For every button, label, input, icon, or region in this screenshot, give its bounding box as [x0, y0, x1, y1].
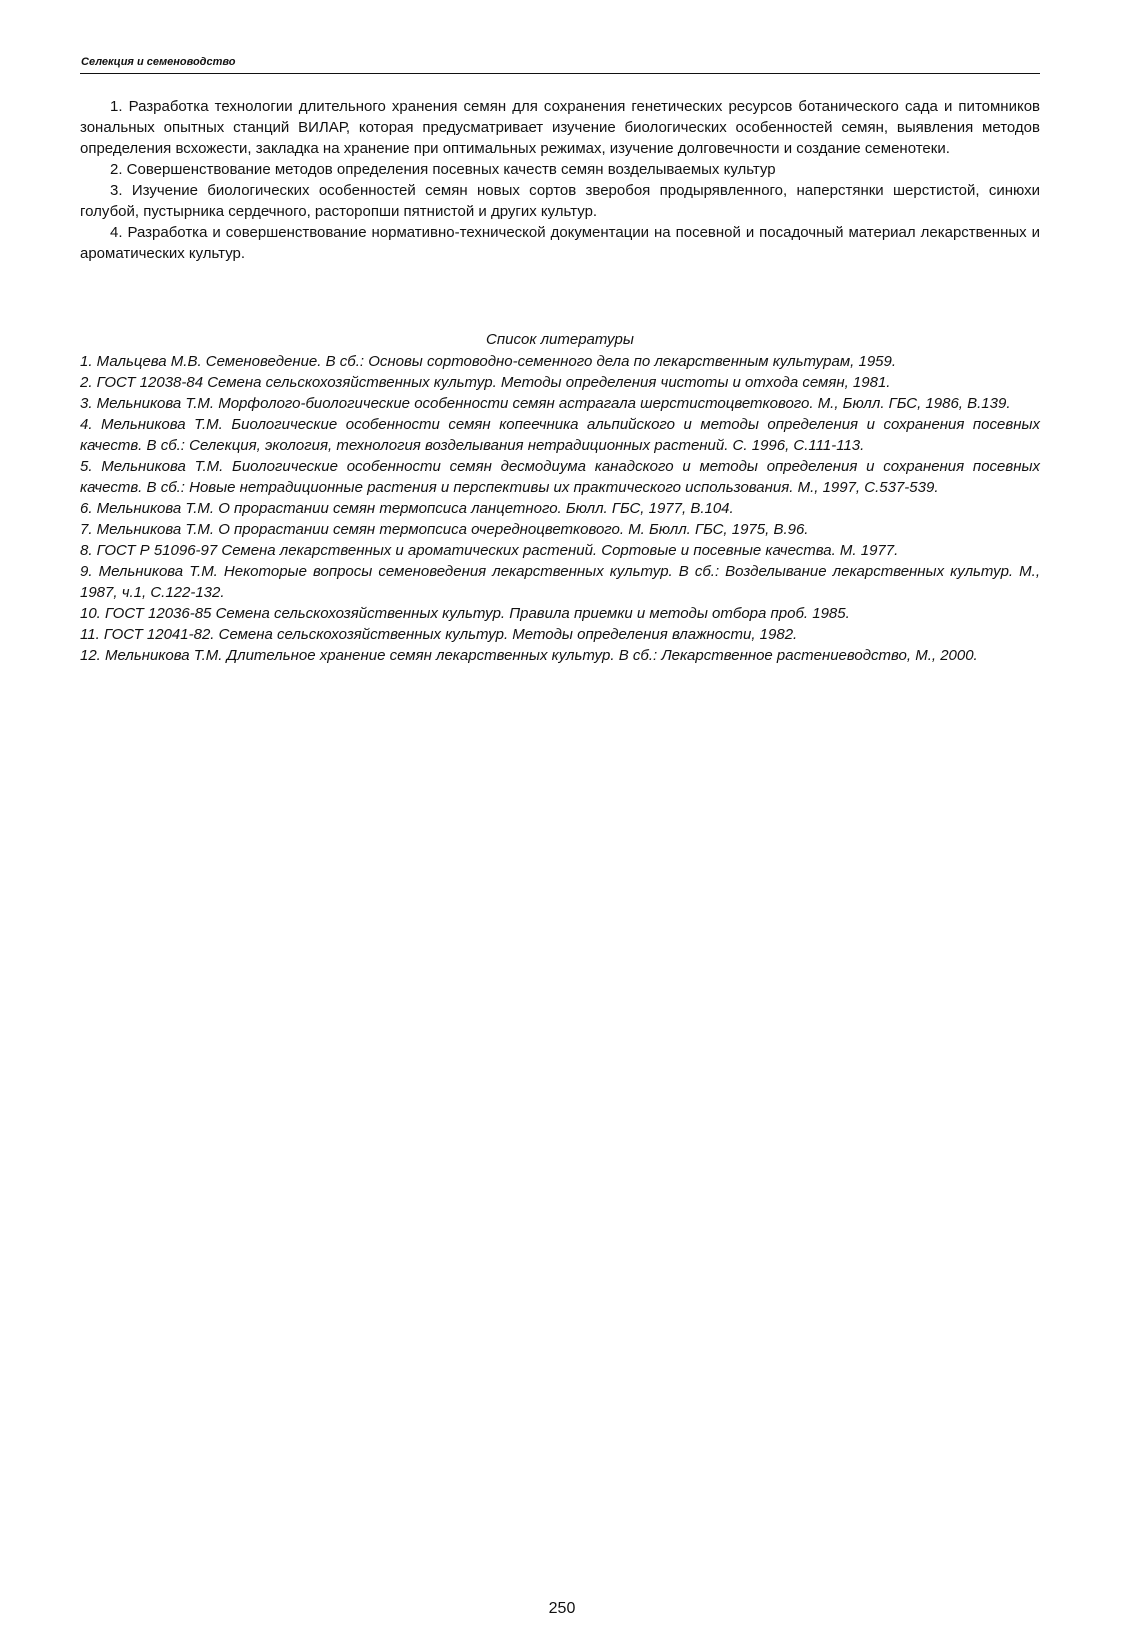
paragraph-3: 3. Изучение биологических особенностей семян новых сортов зверобоя продырявленного, наперстянки шерстистой, синюхи голубой, пустырника сердечного, расторопши пятнистой и других культур.: [80, 182, 1040, 220]
page-number: 250: [548, 1600, 576, 1617]
reference-item: 5. Мельникова Т.М. Биологические особенности семян десмодиума канадского и методы определения и сохранения посевных качеств. В сб.: Новые нетрадиционные растения и перспективы их практического использования. М., 1997, С.537-539.: [80, 458, 1040, 496]
reference-item: 7. Мельникова Т.М. О прорастании семян термопсиса очередноцветкового. М. Бюлл. ГБС, 1975, В.96.: [80, 521, 809, 538]
body-text: [80, 96, 1040, 264]
reference-item: 1. Мальцева М.В. Семеноведение. В сб.: Основы сортоводно-семенного дела по лекарственным культурам, 1959.: [80, 353, 897, 370]
paragraph-4: 4. Разработка и совершенствование нормативно-технической документации на посевной и посадочный материал лекарственных и ароматических культур.: [80, 224, 1040, 262]
reference-item: 4. Мельникова Т.М. Биологические особенности семян копеечника альпийского и методы определения и сохранения посевных качеств. В сб.: Селекция, экология, технология возделывания нетрадиционных растений. С. 1996, С.111-113.: [80, 416, 1040, 454]
references-section: [80, 329, 1040, 666]
reference-item: 8. ГОСТ Р 51096-97 Семена лекарственных и ароматических растений. Сортовые и посевные качества. М. 1977.: [80, 542, 899, 559]
reference-item: 12. Мельникова Т.М. Длительное хранение семян лекарственных культур. В сб.: Лекарственное растениеводство, М., 2000.: [80, 647, 978, 664]
paragraph-2: 2. Совершенствование методов определения посевных качеств семян возделываемых культур: [110, 161, 776, 178]
reference-item: 10. ГОСТ 12036-85 Семена сельскохозяйственных культур. Правила приемки и методы отбора проб. 1985.: [80, 605, 850, 622]
reference-item: 11. ГОСТ 12041-82. Семена сельскохозяйственных культур. Методы определения влажности, 1982.: [80, 626, 798, 643]
reference-item: 6. Мельникова Т.М. О прорастании семян термопсиса ланцетного. Бюлл. ГБС, 1977, В.104.: [80, 500, 734, 517]
running-head: Селекция и семеноводство: [81, 56, 236, 68]
reference-item: 9. Мельникова Т.М. Некоторые вопросы семеноведения лекарственных культур. В сб.: Возделывание лекарственных культур. М., 1987, ч.1, С.122-132.: [80, 563, 1040, 601]
reference-item: 2. ГОСТ 12038-84 Семена сельскохозяйственных культур. Методы определения чистоты и отхода семян, 1981.: [80, 374, 891, 391]
references-title: Список литературы: [486, 331, 634, 348]
paragraph-1: 1. Разработка технологии длительного хранения семян для сохранения генетических ресурсов ботанического сада и питомников зональных опытных станций ВИЛАР, которая предусматривает изучение биологических особенностей семян, выявления методов определения всхожести, закладка на хранение при оптимальных режимах, изучение долговечности и создание семенотеки.: [80, 98, 1040, 157]
reference-item: 3. Мельникова Т.М. Морфолого-биологические особенности семян астрагала шерстистоцветкового. М., Бюлл. ГБС, 1986, В.139.: [80, 395, 1011, 412]
header-rule: [80, 73, 1040, 74]
